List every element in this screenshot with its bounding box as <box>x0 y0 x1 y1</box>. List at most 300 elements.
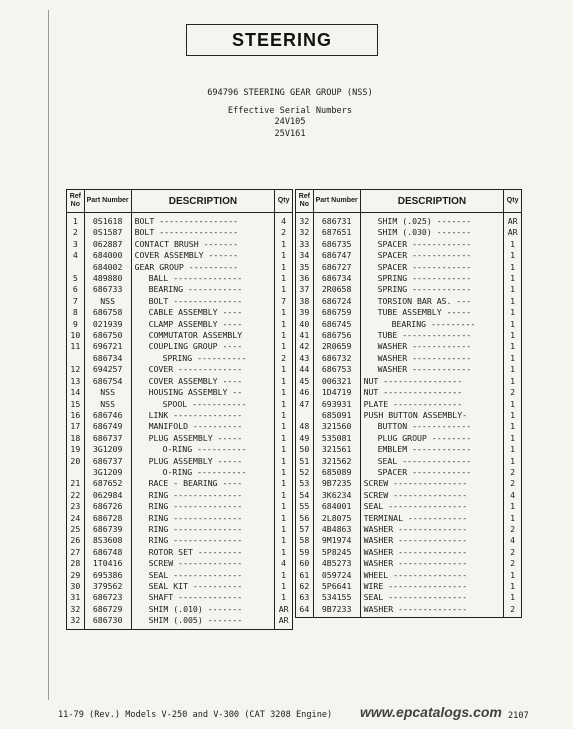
table-row <box>67 535 293 546</box>
part-number-cell: 535081 <box>313 433 360 444</box>
qty-cell: 2 <box>504 604 522 618</box>
table-row <box>67 433 293 444</box>
table-row <box>67 513 293 524</box>
qty-cell: 1 <box>275 513 293 524</box>
part-number-cell: 062887 <box>84 239 131 250</box>
part-number-cell: 686750 <box>84 330 131 341</box>
description-cell: SPRING ------------ <box>360 284 504 295</box>
description-cell: SPACER ------------ <box>360 250 504 261</box>
description-cell: COVER ASSEMBLY ------ <box>131 250 275 261</box>
description-cell: SPACER ------------ <box>360 239 504 250</box>
qty-cell: AR <box>275 604 293 615</box>
description-cell: SHIM (.025) ------- <box>360 213 504 228</box>
group-title: 694796 STEERING GEAR GROUP (NSS) <box>207 88 373 98</box>
table-row <box>67 410 293 421</box>
description-cell: LINK -------------- <box>131 410 275 421</box>
table-row <box>296 307 522 318</box>
qty-cell: 1 <box>275 478 293 489</box>
description-cell: BALL -------------- <box>131 273 275 284</box>
ref-cell: 42 <box>296 341 314 352</box>
qty-cell: 1 <box>275 399 293 410</box>
qty-cell: 1 <box>504 581 522 592</box>
ref-cell <box>296 410 314 421</box>
ref-cell: 50 <box>296 444 314 455</box>
ref-cell: 35 <box>296 262 314 273</box>
ref-cell: 13 <box>67 376 85 387</box>
table-row <box>67 330 293 341</box>
description-cell: COVER ASSEMBLY ---- <box>131 376 275 387</box>
watermark-logo: www.epcatalogs.com <box>360 704 502 720</box>
ref-cell: 40 <box>296 319 314 330</box>
table-row <box>67 364 293 375</box>
ref-cell <box>67 467 85 478</box>
ref-cell: 22 <box>67 490 85 501</box>
ref-cell: 31 <box>67 592 85 603</box>
part-number-cell: 686753 <box>313 364 360 375</box>
description-cell: WASHER ------------ <box>360 341 504 352</box>
ref-cell: 24 <box>67 513 85 524</box>
description-cell: PLUG ASSEMBLY ----- <box>131 456 275 467</box>
ref-cell: 61 <box>296 570 314 581</box>
ref-cell: 8 <box>67 307 85 318</box>
table-row <box>296 284 522 295</box>
part-number-cell: 2R0658 <box>313 284 360 295</box>
table-row <box>67 547 293 558</box>
qty-cell: 1 <box>504 376 522 387</box>
description-cell: BEARING ----------- <box>131 284 275 295</box>
part-number-cell: 686747 <box>313 250 360 261</box>
ref-cell: 58 <box>296 535 314 546</box>
ref-cell: 51 <box>296 456 314 467</box>
qty-cell: 1 <box>275 581 293 592</box>
description-cell: SPRING ------------ <box>360 273 504 284</box>
ref-cell: 53 <box>296 478 314 489</box>
table-row <box>296 250 522 261</box>
ref-cell: 49 <box>296 433 314 444</box>
table-row <box>296 296 522 307</box>
description-cell: SPOOL ----------- <box>131 399 275 410</box>
part-number-cell: 9B7233 <box>313 604 360 618</box>
ref-cell: 23 <box>67 501 85 512</box>
part-number-cell: 685089 <box>313 467 360 478</box>
description-cell: WASHER ------------ <box>360 364 504 375</box>
parts-table-body <box>67 213 293 630</box>
table-row <box>296 387 522 398</box>
table-row <box>296 478 522 489</box>
part-number-cell: 686758 <box>84 307 131 318</box>
col-header-description: DESCRIPTION <box>360 190 504 213</box>
qty-cell: 1 <box>504 273 522 284</box>
description-cell: PLUG ASSEMBLY ----- <box>131 433 275 444</box>
part-number-cell: 686739 <box>84 524 131 535</box>
part-number-cell: 686745 <box>313 319 360 330</box>
ref-cell: 38 <box>296 296 314 307</box>
table-row <box>296 341 522 352</box>
table-row <box>296 456 522 467</box>
qty-cell: 2 <box>504 387 522 398</box>
qty-cell: 1 <box>275 262 293 273</box>
ref-cell: 32 <box>67 615 85 629</box>
qty-cell: 1 <box>504 330 522 341</box>
ref-cell: 10 <box>67 330 85 341</box>
serial-heading: Effective Serial Numbers <box>227 105 353 116</box>
qty-cell: 1 <box>275 535 293 546</box>
part-number-cell: 696721 <box>84 341 131 352</box>
ref-cell: 54 <box>296 490 314 501</box>
ref-cell: 55 <box>296 501 314 512</box>
table-row <box>67 399 293 410</box>
table-row <box>67 615 293 629</box>
part-number-cell: 321560 <box>313 421 360 432</box>
part-number-cell: 1T0416 <box>84 558 131 569</box>
part-number-cell: 021939 <box>84 319 131 330</box>
part-number-cell: 686732 <box>313 353 360 364</box>
table-row <box>296 501 522 512</box>
col-header-part: Part Number <box>84 190 131 213</box>
ref-cell: 57 <box>296 524 314 535</box>
table-row <box>67 444 293 455</box>
table-row <box>296 592 522 603</box>
ref-cell: 32 <box>296 227 314 238</box>
page-title: STEERING <box>186 24 378 56</box>
table-row <box>296 273 522 284</box>
qty-cell: 1 <box>504 433 522 444</box>
ref-cell: 48 <box>296 421 314 432</box>
table-row <box>67 592 293 603</box>
qty-cell: AR <box>504 227 522 238</box>
qty-cell: 1 <box>275 444 293 455</box>
ref-cell: 1 <box>67 213 85 228</box>
parts-table-right <box>295 189 522 618</box>
table-row <box>67 376 293 387</box>
part-number-cell: 684002 <box>84 262 131 273</box>
description-cell: PLATE -------------- <box>360 399 504 410</box>
ref-cell: 16 <box>67 410 85 421</box>
part-number-cell: 686728 <box>84 513 131 524</box>
table-row <box>67 490 293 501</box>
qty-cell: 1 <box>275 570 293 581</box>
description-cell: BUTTON ------------ <box>360 421 504 432</box>
ref-cell: 34 <box>296 250 314 261</box>
description-cell: COUPLING GROUP ---- <box>131 341 275 352</box>
qty-cell: 7 <box>275 296 293 307</box>
table-row <box>296 513 522 524</box>
part-number-cell: 0S1618 <box>84 213 131 228</box>
part-number-cell: 694257 <box>84 364 131 375</box>
description-cell: TUBE -------------- <box>360 330 504 341</box>
qty-cell: 1 <box>275 319 293 330</box>
table-row <box>67 558 293 569</box>
qty-cell: 1 <box>504 353 522 364</box>
ref-cell: 6 <box>67 284 85 295</box>
part-number-cell: 695386 <box>84 570 131 581</box>
ref-cell: 59 <box>296 547 314 558</box>
qty-cell: 1 <box>504 410 522 421</box>
ref-cell: 14 <box>67 387 85 398</box>
part-number-cell: 3G1209 <box>84 444 131 455</box>
part-number-cell: 686723 <box>84 592 131 603</box>
ref-cell: 27 <box>67 547 85 558</box>
part-number-cell: 9M1974 <box>313 535 360 546</box>
table-row <box>296 330 522 341</box>
description-cell: EMBLEM ------------ <box>360 444 504 455</box>
ref-cell: 39 <box>296 307 314 318</box>
description-cell: TERMINAL ------------ <box>360 513 504 524</box>
qty-cell: 1 <box>504 364 522 375</box>
part-number-cell: 8S3608 <box>84 535 131 546</box>
qty-cell: 1 <box>504 319 522 330</box>
qty-cell: 1 <box>275 501 293 512</box>
description-cell: SCREW --------------- <box>360 478 504 489</box>
description-cell: WASHER -------------- <box>360 558 504 569</box>
table-row <box>296 433 522 444</box>
part-number-cell: 534155 <box>313 592 360 603</box>
table-row <box>67 467 293 478</box>
qty-cell: 1 <box>504 444 522 455</box>
part-number-cell: 059724 <box>313 570 360 581</box>
part-number-cell: 2L8075 <box>313 513 360 524</box>
description-cell: SCREW --------------- <box>360 490 504 501</box>
ref-cell: 44 <box>296 364 314 375</box>
description-cell: SEAL ---------------- <box>360 501 504 512</box>
description-cell: COMMUTATOR ASSEMBLY <box>131 330 275 341</box>
table-row <box>67 307 293 318</box>
description-cell: SHAFT ------------- <box>131 592 275 603</box>
table-row <box>296 376 522 387</box>
part-number-cell: 686729 <box>84 604 131 615</box>
ref-cell: 20 <box>67 456 85 467</box>
description-cell: RING -------------- <box>131 501 275 512</box>
ref-cell: 26 <box>67 535 85 546</box>
description-cell: CABLE ASSEMBLY ---- <box>131 307 275 318</box>
table-row <box>67 296 293 307</box>
part-number-cell: NSS <box>84 387 131 398</box>
ref-cell: 11 <box>67 341 85 352</box>
part-number-cell: 686737 <box>84 456 131 467</box>
description-cell: WIRE ---------------- <box>360 581 504 592</box>
qty-cell: 2 <box>504 547 522 558</box>
description-cell: HOUSING ASSEMBLY -- <box>131 387 275 398</box>
description-cell: WASHER -------------- <box>360 524 504 535</box>
description-cell: RING -------------- <box>131 490 275 501</box>
part-number-cell: 686734 <box>313 273 360 284</box>
col-header-part: Part Number <box>313 190 360 213</box>
part-number-cell: 5P8245 <box>313 547 360 558</box>
ref-cell: 33 <box>296 239 314 250</box>
table-row <box>67 524 293 535</box>
table-row <box>296 547 522 558</box>
ref-cell: 46 <box>296 387 314 398</box>
ref-cell: 3 <box>67 239 85 250</box>
col-header-qty: Qty <box>504 190 522 213</box>
table-row <box>296 319 522 330</box>
qty-cell: 1 <box>275 490 293 501</box>
ref-cell: 52 <box>296 467 314 478</box>
description-cell: WHEEL --------------- <box>360 570 504 581</box>
parts-table-left <box>66 189 293 630</box>
ref-cell: 4 <box>67 250 85 261</box>
qty-cell: 1 <box>504 307 522 318</box>
description-cell: SPACER ------------ <box>360 467 504 478</box>
qty-cell: 1 <box>504 284 522 295</box>
part-number-cell: 9B7235 <box>313 478 360 489</box>
qty-cell: AR <box>504 213 522 228</box>
qty-cell: AR <box>275 615 293 629</box>
ref-cell: 62 <box>296 581 314 592</box>
parts-table-body <box>296 213 522 618</box>
part-number-cell: 686731 <box>313 213 360 228</box>
part-number-cell: 687652 <box>84 478 131 489</box>
qty-cell: 2 <box>275 353 293 364</box>
ref-cell: 25 <box>67 524 85 535</box>
col-header-qty: Qty <box>275 190 293 213</box>
ref-cell: 2 <box>67 227 85 238</box>
table-row <box>67 604 293 615</box>
ref-cell: 60 <box>296 558 314 569</box>
description-cell: GEAR GROUP ---------- <box>131 262 275 273</box>
ref-cell: 32 <box>296 213 314 228</box>
table-row <box>67 239 293 250</box>
part-number-cell: 686756 <box>313 330 360 341</box>
qty-cell: 1 <box>275 387 293 398</box>
ref-cell: 64 <box>296 604 314 618</box>
table-row <box>67 353 293 364</box>
qty-cell: 1 <box>504 239 522 250</box>
table-row <box>296 410 522 421</box>
table-row <box>296 262 522 273</box>
qty-cell: 1 <box>504 262 522 273</box>
part-number-cell: 686727 <box>313 262 360 273</box>
description-cell: BEARING --------- <box>360 319 504 330</box>
part-number-cell: 686733 <box>84 284 131 295</box>
ref-cell: 45 <box>296 376 314 387</box>
part-number-cell: 3K6234 <box>313 490 360 501</box>
qty-cell: 1 <box>275 239 293 250</box>
ref-cell: 47 <box>296 399 314 410</box>
qty-cell: 1 <box>275 592 293 603</box>
table-row <box>67 250 293 261</box>
description-cell: WASHER -------------- <box>360 604 504 618</box>
table-row <box>296 558 522 569</box>
table-row <box>67 581 293 592</box>
ref-cell: 43 <box>296 353 314 364</box>
qty-cell: 2 <box>504 558 522 569</box>
table-row <box>67 262 293 273</box>
ref-cell: 30 <box>67 581 85 592</box>
part-number-cell: 686754 <box>84 376 131 387</box>
table-row <box>296 535 522 546</box>
table-row <box>67 501 293 512</box>
part-number-cell: 686734 <box>84 353 131 364</box>
part-number-cell: 379562 <box>84 581 131 592</box>
part-number-cell: 684000 <box>84 250 131 261</box>
ref-cell: 21 <box>67 478 85 489</box>
qty-cell: 1 <box>504 456 522 467</box>
description-cell: SPRING ---------- <box>131 353 275 364</box>
ref-cell: 9 <box>67 319 85 330</box>
qty-cell: 4 <box>504 490 522 501</box>
description-cell: SHIM (.005) ------- <box>131 615 275 629</box>
table-row <box>296 239 522 250</box>
page-number: 2107 <box>508 711 529 721</box>
ref-cell: 17 <box>67 421 85 432</box>
description-cell: PUSH BUTTON ASSEMBLY- <box>360 410 504 421</box>
qty-cell: 1 <box>504 570 522 581</box>
description-cell: SEAL -------------- <box>131 570 275 581</box>
description-cell: RACE - BEARING ---- <box>131 478 275 489</box>
description-cell: SHIM (.030) ------- <box>360 227 504 238</box>
qty-cell: 1 <box>275 547 293 558</box>
qty-cell: 2 <box>504 467 522 478</box>
part-number-cell: 489880 <box>84 273 131 284</box>
part-number-cell: 686748 <box>84 547 131 558</box>
description-cell: RING -------------- <box>131 524 275 535</box>
description-cell: SEAL -------------- <box>360 456 504 467</box>
description-cell: BOLT ---------------- <box>131 227 275 238</box>
ref-cell: 32 <box>67 604 85 615</box>
description-cell: NUT ---------------- <box>360 387 504 398</box>
table-row <box>67 421 293 432</box>
description-cell: TUBE ASSEMBLY ----- <box>360 307 504 318</box>
part-number-cell: 686726 <box>84 501 131 512</box>
qty-cell: 4 <box>275 213 293 228</box>
part-number-cell: 006321 <box>313 376 360 387</box>
description-cell: ROTOR SET --------- <box>131 547 275 558</box>
table-row <box>296 490 522 501</box>
ref-cell: 15 <box>67 399 85 410</box>
ref-cell: 36 <box>296 273 314 284</box>
part-number-cell: NSS <box>84 296 131 307</box>
part-number-cell: 321561 <box>313 444 360 455</box>
part-number-cell: 686746 <box>84 410 131 421</box>
table-row <box>67 273 293 284</box>
qty-cell: 2 <box>504 524 522 535</box>
ref-cell: 5 <box>67 273 85 284</box>
part-number-cell: 686735 <box>313 239 360 250</box>
part-number-cell: 686724 <box>313 296 360 307</box>
qty-cell: 1 <box>275 364 293 375</box>
qty-cell: 2 <box>275 227 293 238</box>
qty-cell: 1 <box>275 467 293 478</box>
table-row <box>296 444 522 455</box>
ref-cell: 41 <box>296 330 314 341</box>
description-cell: SHIM (.010) ------- <box>131 604 275 615</box>
description-cell: PLUG GROUP -------- <box>360 433 504 444</box>
part-number-cell: 684001 <box>313 501 360 512</box>
ref-cell <box>67 262 85 273</box>
serial-number: 25V161 <box>274 128 306 139</box>
table-row <box>67 341 293 352</box>
qty-cell: 1 <box>275 284 293 295</box>
qty-cell: 1 <box>275 307 293 318</box>
qty-cell: 1 <box>504 501 522 512</box>
ref-cell: 7 <box>67 296 85 307</box>
description-cell: O-RING ---------- <box>131 467 275 478</box>
table-row <box>296 213 522 228</box>
description-cell: SEAL ---------------- <box>360 592 504 603</box>
description-cell: CONTACT BRUSH ------- <box>131 239 275 250</box>
part-number-cell: NSS <box>84 399 131 410</box>
table-row <box>296 421 522 432</box>
qty-cell: 4 <box>275 558 293 569</box>
table-row <box>296 570 522 581</box>
qty-cell: 1 <box>504 421 522 432</box>
description-cell: SPACER ------------ <box>360 262 504 273</box>
part-number-cell: 686759 <box>313 307 360 318</box>
table-row <box>67 227 293 238</box>
ref-cell: 18 <box>67 433 85 444</box>
qty-cell: 1 <box>504 341 522 352</box>
